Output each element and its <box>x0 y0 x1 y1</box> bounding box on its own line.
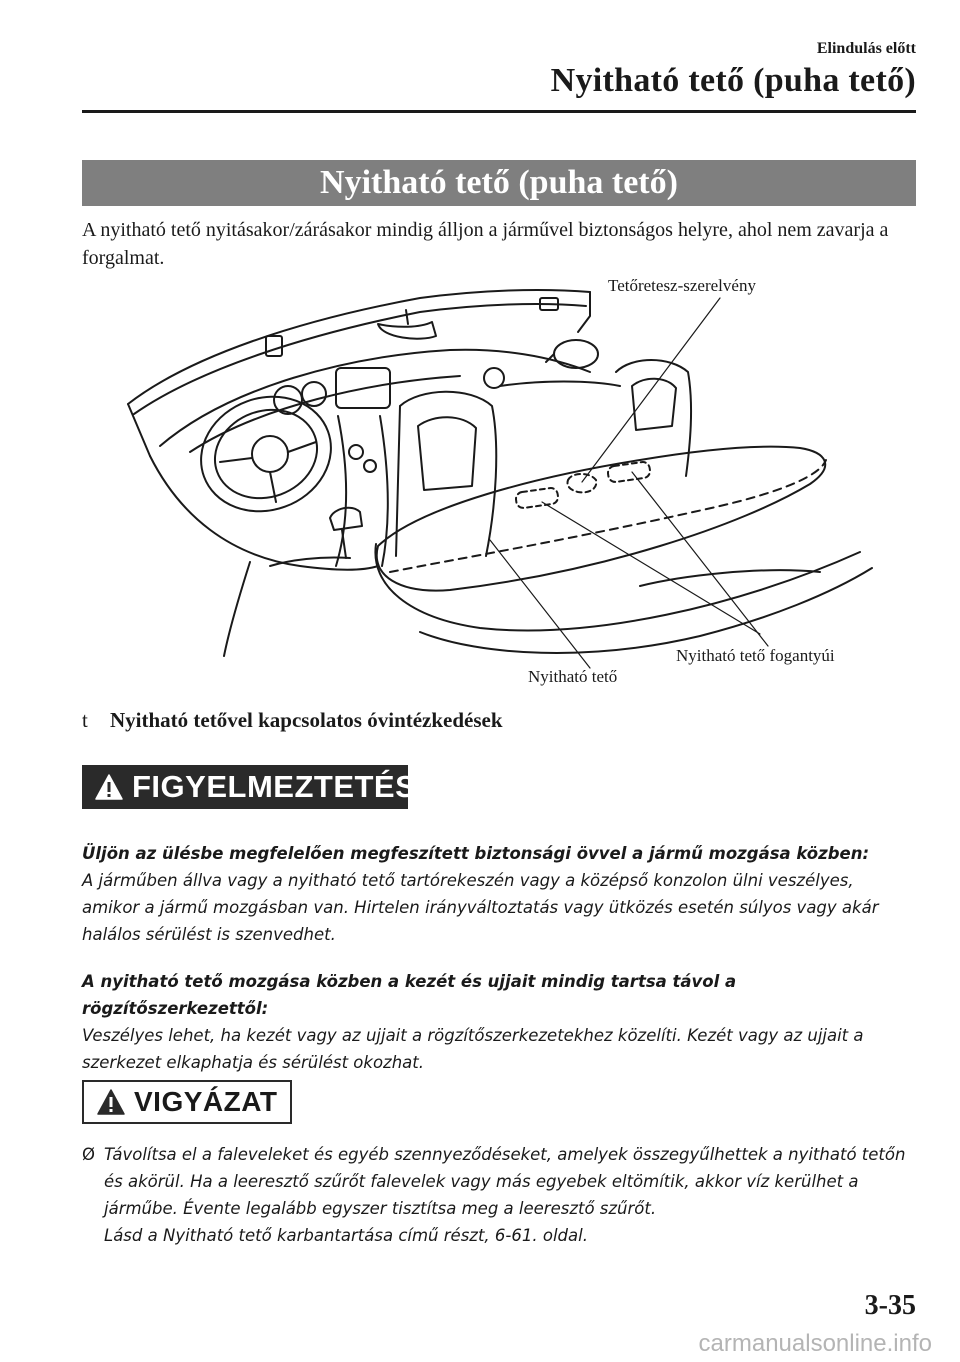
subsection-bullet: t <box>82 708 88 732</box>
callout-soft-top: Nyitható tető <box>528 667 618 686</box>
list-marker: Ø <box>82 1145 95 1164</box>
warning-item-2 <box>82 968 916 1076</box>
warning-item-1 <box>82 840 916 948</box>
caution-item-text: Távolítsa el a faleveleket és egyéb szennyeződéseket, amelyek összegyűlhettek a nyitható tetőn és akörül. Ha a leeresztő szűrőt falevelek vagy más egyebek eltömítik, akkor víz kerülhet a járműbe. Évente legalább egyszer tisztítsa meg a leeresztő szűrőt. <box>104 1145 906 1218</box>
caution-list <box>82 1141 916 1249</box>
caution-signal-box <box>82 1080 292 1124</box>
warning-item-text: A járműben állva vagy a nyitható tető tartórekeszén vagy a középső konzolon ülni veszélyes, amikor a jármű mozgásban van. Hirtelen irányváltoztatás vagy ütközés esetén súlyos vagy akár halálos sérülést is szenvedhet. <box>82 871 879 944</box>
running-header-title: Nyitható tető (puha tető) <box>550 62 916 99</box>
running-header-section: Elindulás előtt <box>816 40 916 57</box>
warning-signal-box <box>82 765 417 809</box>
subsection-heading <box>82 708 503 733</box>
warning-triangle-icon <box>96 1088 126 1116</box>
intro-paragraph: A nyitható tető nyitásakor/zárásakor mindig álljon a járművel biztonságos helyre, ahol nem zavarja a forgalmat. <box>82 219 889 269</box>
callout-latch-assembly: Tetőretesz-szerelvény <box>608 276 756 295</box>
caution-item-reference: Lásd a Nyitható tető karbantartása című részt, 6-61. oldal. <box>104 1226 588 1245</box>
watermark: carmanualsonline.info <box>698 1330 932 1357</box>
callout-top-handles: Nyitható tető fogantyúi <box>676 646 835 665</box>
warning-label: FIGYELMEZTETÉS <box>132 769 417 804</box>
warning-item-text: Veszélyes lehet, ha kezét vagy az ujjait a rögzítőszerkezetekhez közelíti. Kezét vagy az ujjait a szerkezet elkaphatja és sérülést okozhat. <box>82 1026 864 1072</box>
subsection-title: Nyitható tetővel kapcsolatos óvintézkedések <box>110 708 503 732</box>
header-rule <box>82 110 916 113</box>
warning-triangle-icon <box>94 773 124 801</box>
page-number: 3-35 <box>864 1290 916 1321</box>
section-banner: Nyitható tető (puha tető) <box>82 160 916 206</box>
list-item <box>82 1141 916 1249</box>
warning-item-heading: A nyitható tető mozgása közben a kezét és ujjait mindig tartsa távol a rögzítőszerkezettől: <box>82 972 737 1018</box>
caution-label: VIGYÁZAT <box>134 1086 278 1117</box>
car-illustration <box>120 276 880 696</box>
warning-item-heading: Üljön az ülésbe megfelelően megfeszített biztonsági övvel a jármű mozgása közben: <box>82 844 870 863</box>
